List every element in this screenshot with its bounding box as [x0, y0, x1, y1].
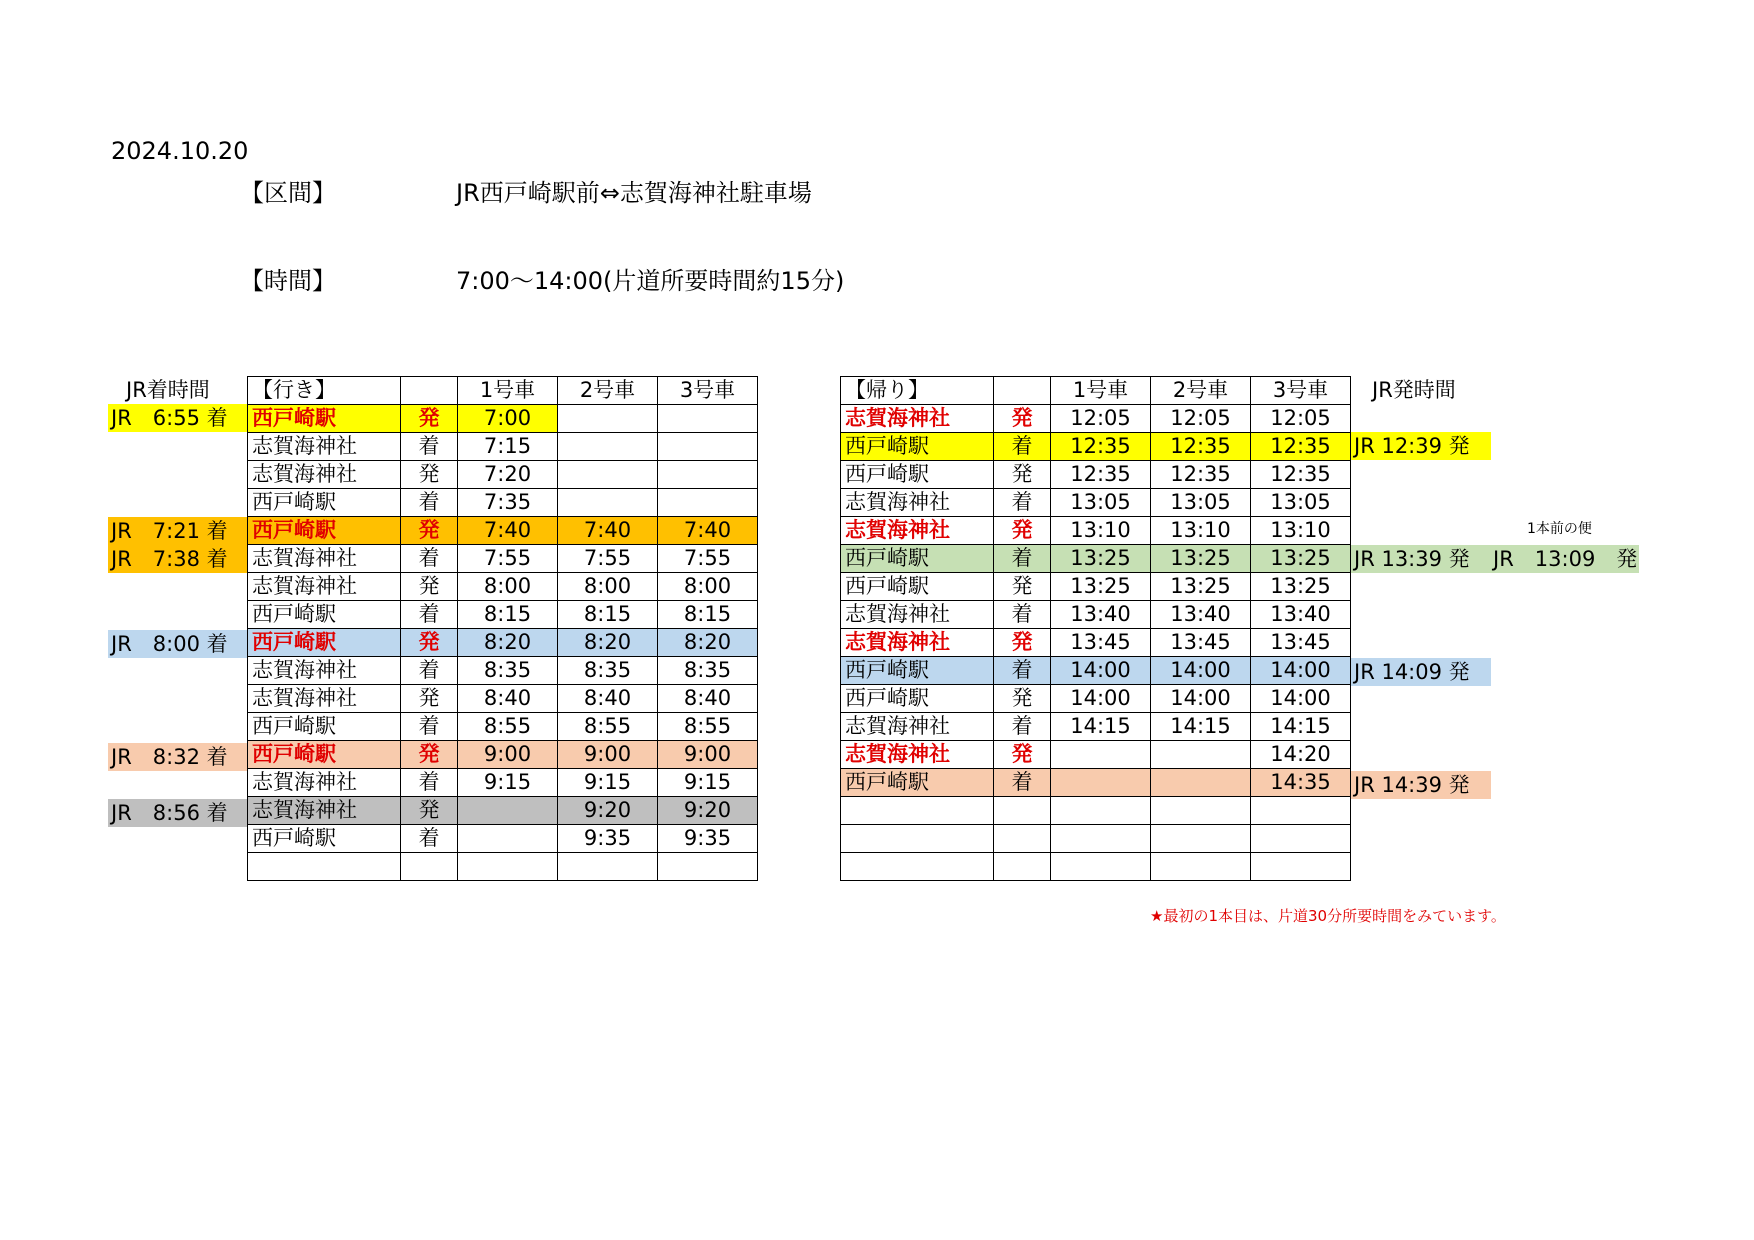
direction-cell: 着 [994, 489, 1051, 517]
car3-time-cell: 14:15 [1251, 713, 1351, 741]
station-cell: 西戸崎駅 [841, 461, 994, 489]
car3-time-cell [658, 433, 758, 461]
table-row [841, 461, 1351, 489]
direction-cell: 発 [401, 517, 458, 545]
car2-time-cell: 12:35 [1151, 433, 1251, 461]
car3-time-cell [1251, 853, 1351, 881]
table-row [248, 825, 758, 853]
direction-cell [994, 797, 1051, 825]
car1-time-cell: 13:25 [1051, 573, 1151, 601]
car2-time-cell: 13:25 [1151, 573, 1251, 601]
car1-time-cell: 13:25 [1051, 545, 1151, 573]
car2-time-cell [558, 853, 658, 881]
car3-time-cell [658, 853, 758, 881]
car1-time-cell: 12:05 [1051, 405, 1151, 433]
jr-departure-label: JR 13:39 発 [1351, 545, 1491, 573]
inbound-car3-header: 3号車 [1251, 377, 1351, 405]
table-row [248, 517, 758, 545]
car1-time-cell: 7:15 [458, 433, 558, 461]
station-cell: 西戸崎駅 [248, 825, 401, 853]
jr-arrival-label: JR 8:00 着 [108, 630, 247, 658]
car1-time-cell: 14:15 [1051, 713, 1151, 741]
direction-cell: 着 [994, 433, 1051, 461]
table-row [248, 769, 758, 797]
table-row [248, 573, 758, 601]
station-cell: 志賀海神社 [248, 433, 401, 461]
direction-cell: 発 [994, 685, 1051, 713]
car1-time-cell: 13:40 [1051, 601, 1151, 629]
car1-time-cell: 8:55 [458, 713, 558, 741]
car2-time-cell: 12:35 [1151, 461, 1251, 489]
car1-time-cell [458, 825, 558, 853]
table-row [248, 853, 758, 881]
section-label: 【区間】 [240, 179, 336, 207]
direction-cell: 発 [401, 685, 458, 713]
table-row [248, 713, 758, 741]
station-cell: 志賀海神社 [841, 741, 994, 769]
table-row [841, 601, 1351, 629]
car3-time-cell [1251, 825, 1351, 853]
table-row [841, 657, 1351, 685]
table-row [841, 405, 1351, 433]
direction-cell: 発 [994, 741, 1051, 769]
table-row [841, 825, 1351, 853]
car1-time-cell [458, 853, 558, 881]
car3-time-cell: 13:25 [1251, 545, 1351, 573]
car2-time-cell: 13:40 [1151, 601, 1251, 629]
direction-cell: 発 [994, 405, 1051, 433]
car3-time-cell: 8:55 [658, 713, 758, 741]
direction-cell: 着 [401, 601, 458, 629]
outbound-timetable [247, 376, 758, 881]
car3-time-cell: 8:35 [658, 657, 758, 685]
outbound-title: 【行き】 [248, 377, 401, 405]
section-value: JR西戸崎駅前⇔志賀海神社駐車場 [456, 179, 812, 207]
table-row [841, 797, 1351, 825]
car3-time-cell: 14:00 [1251, 685, 1351, 713]
table-row [248, 489, 758, 517]
station-cell [248, 853, 401, 881]
car3-time-cell: 14:00 [1251, 657, 1351, 685]
footnote: ★最初の1本目は、片道30分所要時間をみています。 [1150, 907, 1506, 925]
inbound-title: 【帰り】 [841, 377, 994, 405]
station-cell: 西戸崎駅 [248, 713, 401, 741]
jr-departure-label: JR 14:09 発 [1351, 658, 1491, 686]
table-row [248, 601, 758, 629]
direction-cell: 着 [994, 713, 1051, 741]
station-cell [841, 825, 994, 853]
jr-departure-label: JR 14:39 発 [1351, 771, 1491, 799]
table-row [248, 685, 758, 713]
jr-arrival-label: JR 7:38 着 [108, 545, 247, 573]
direction-cell: 発 [401, 797, 458, 825]
car1-time-cell: 7:55 [458, 545, 558, 573]
table-row [248, 741, 758, 769]
car3-time-cell: 14:20 [1251, 741, 1351, 769]
car1-time-cell [1051, 825, 1151, 853]
direction-cell: 着 [401, 433, 458, 461]
jr-arrival-label: JR 8:56 着 [108, 799, 247, 827]
table-row [841, 573, 1351, 601]
direction-cell: 着 [994, 601, 1051, 629]
table-row [248, 629, 758, 657]
station-cell: 志賀海神社 [248, 797, 401, 825]
car1-time-cell: 13:45 [1051, 629, 1151, 657]
car3-time-cell [1251, 797, 1351, 825]
table-row [841, 741, 1351, 769]
station-cell: 志賀海神社 [841, 629, 994, 657]
station-cell: 志賀海神社 [841, 405, 994, 433]
station-cell [841, 853, 994, 881]
station-cell: 西戸崎駅 [841, 685, 994, 713]
car2-time-cell [1151, 741, 1251, 769]
car2-time-cell [1151, 853, 1251, 881]
car2-time-cell: 9:00 [558, 741, 658, 769]
car2-time-cell: 14:15 [1151, 713, 1251, 741]
table-row [248, 405, 758, 433]
direction-cell: 着 [401, 545, 458, 573]
car3-time-cell: 13:25 [1251, 573, 1351, 601]
car3-time-cell: 8:20 [658, 629, 758, 657]
direction-cell: 発 [401, 405, 458, 433]
direction-cell: 発 [994, 573, 1051, 601]
car3-time-cell: 7:40 [658, 517, 758, 545]
direction-cell: 着 [401, 769, 458, 797]
car3-time-cell: 14:35 [1251, 769, 1351, 797]
car2-time-cell: 14:00 [1151, 657, 1251, 685]
station-cell: 志賀海神社 [248, 769, 401, 797]
table-row [841, 853, 1351, 881]
car1-time-cell: 8:00 [458, 573, 558, 601]
car2-time-cell: 8:00 [558, 573, 658, 601]
station-cell: 西戸崎駅 [248, 601, 401, 629]
car2-time-cell [1151, 797, 1251, 825]
jr-departure-label: JR 12:39 発 [1351, 432, 1491, 460]
station-cell: 志賀海神社 [248, 573, 401, 601]
car2-time-cell [558, 433, 658, 461]
station-cell: 志賀海神社 [841, 713, 994, 741]
car2-time-cell: 7:40 [558, 517, 658, 545]
car1-time-cell [1051, 741, 1151, 769]
direction-cell: 着 [401, 657, 458, 685]
time-label: 【時間】 [240, 267, 336, 295]
station-cell: 西戸崎駅 [841, 545, 994, 573]
outbound-header-row [248, 377, 758, 405]
direction-cell: 発 [401, 629, 458, 657]
direction-cell: 着 [401, 713, 458, 741]
table-row [248, 545, 758, 573]
station-cell: 西戸崎駅 [841, 433, 994, 461]
car1-time-cell: 7:20 [458, 461, 558, 489]
outbound-car3-header: 3号車 [658, 377, 758, 405]
car2-time-cell: 8:40 [558, 685, 658, 713]
table-row [248, 461, 758, 489]
car3-time-cell [658, 489, 758, 517]
car3-time-cell: 12:05 [1251, 405, 1351, 433]
car3-time-cell: 8:00 [658, 573, 758, 601]
car2-time-cell: 9:35 [558, 825, 658, 853]
inbound-car1-header: 1号車 [1051, 377, 1151, 405]
car3-time-cell: 8:40 [658, 685, 758, 713]
car2-time-cell: 13:05 [1151, 489, 1251, 517]
car3-time-cell: 7:55 [658, 545, 758, 573]
car3-time-cell: 12:35 [1251, 433, 1351, 461]
car2-time-cell: 9:20 [558, 797, 658, 825]
car3-time-cell: 13:10 [1251, 517, 1351, 545]
table-row [841, 629, 1351, 657]
car2-time-cell: 7:55 [558, 545, 658, 573]
car1-time-cell: 13:05 [1051, 489, 1151, 517]
car2-time-cell: 8:55 [558, 713, 658, 741]
station-cell: 西戸崎駅 [841, 657, 994, 685]
station-cell: 西戸崎駅 [248, 629, 401, 657]
time-value: 7:00～14:00(片道所要時間約15分) [456, 267, 845, 295]
station-cell: 志賀海神社 [841, 489, 994, 517]
car2-time-cell: 12:05 [1151, 405, 1251, 433]
inbound-jr-header: JR発時間 [1372, 378, 1456, 402]
direction-cell: 発 [994, 517, 1051, 545]
car2-time-cell: 14:00 [1151, 685, 1251, 713]
car3-time-cell: 9:15 [658, 769, 758, 797]
outbound-car1-header: 1号車 [458, 377, 558, 405]
table-row [841, 517, 1351, 545]
station-cell: 志賀海神社 [248, 685, 401, 713]
car1-time-cell: 14:00 [1051, 657, 1151, 685]
car1-time-cell [1051, 797, 1151, 825]
car1-time-cell: 7:00 [458, 405, 558, 433]
car3-time-cell [658, 461, 758, 489]
direction-cell [401, 853, 458, 881]
car3-time-cell: 12:35 [1251, 461, 1351, 489]
car1-time-cell [458, 797, 558, 825]
direction-cell: 着 [994, 769, 1051, 797]
station-cell: 志賀海神社 [841, 601, 994, 629]
car2-time-cell [558, 461, 658, 489]
station-cell: 西戸崎駅 [248, 489, 401, 517]
station-cell: 西戸崎駅 [841, 769, 994, 797]
table-row [248, 797, 758, 825]
station-cell [841, 797, 994, 825]
inbound-car2-header: 2号車 [1151, 377, 1251, 405]
station-cell: 西戸崎駅 [248, 517, 401, 545]
station-cell: 志賀海神社 [248, 657, 401, 685]
station-cell: 志賀海神社 [248, 545, 401, 573]
table-row [841, 433, 1351, 461]
jr-arrival-label: JR 6:55 着 [108, 404, 247, 432]
jr-arrival-label: JR 8:32 着 [108, 743, 247, 771]
table-row [841, 713, 1351, 741]
car2-time-cell: 8:20 [558, 629, 658, 657]
car1-time-cell: 13:10 [1051, 517, 1151, 545]
table-row [248, 433, 758, 461]
car3-time-cell: 13:40 [1251, 601, 1351, 629]
car1-time-cell: 8:20 [458, 629, 558, 657]
car1-time-cell: 12:35 [1051, 433, 1151, 461]
car1-time-cell: 7:35 [458, 489, 558, 517]
car3-time-cell: 9:35 [658, 825, 758, 853]
direction-cell: 着 [994, 657, 1051, 685]
car1-time-cell: 14:00 [1051, 685, 1151, 713]
direction-cell: 発 [401, 741, 458, 769]
direction-cell: 発 [401, 573, 458, 601]
car1-time-cell: 7:40 [458, 517, 558, 545]
car3-time-cell: 8:15 [658, 601, 758, 629]
table-row [841, 769, 1351, 797]
document-date: 2024.10.20 [111, 137, 249, 165]
table-row [841, 545, 1351, 573]
car3-time-cell: 13:05 [1251, 489, 1351, 517]
station-cell: 西戸崎駅 [841, 573, 994, 601]
car1-time-cell: 8:15 [458, 601, 558, 629]
inbound-timetable [840, 376, 1351, 881]
car2-time-cell [1151, 825, 1251, 853]
outbound-jr-header: JR着時間 [126, 378, 210, 402]
direction-cell [994, 825, 1051, 853]
table-row [841, 685, 1351, 713]
car2-time-cell [1151, 769, 1251, 797]
car3-time-cell: 9:00 [658, 741, 758, 769]
car1-time-cell: 8:40 [458, 685, 558, 713]
direction-cell: 着 [401, 825, 458, 853]
car2-time-cell [558, 405, 658, 433]
direction-cell: 着 [401, 489, 458, 517]
table-row [248, 657, 758, 685]
direction-cell: 発 [994, 629, 1051, 657]
car1-time-cell [1051, 769, 1151, 797]
previous-jr-departure-label: JR 13:09 発 [1493, 547, 1638, 572]
station-cell: 志賀海神社 [248, 461, 401, 489]
car2-time-cell: 9:15 [558, 769, 658, 797]
station-cell: 志賀海神社 [841, 517, 994, 545]
station-cell: 西戸崎駅 [248, 741, 401, 769]
car3-time-cell: 9:20 [658, 797, 758, 825]
car2-time-cell [558, 489, 658, 517]
car2-time-cell: 13:10 [1151, 517, 1251, 545]
car2-time-cell: 13:45 [1151, 629, 1251, 657]
car2-time-cell: 13:25 [1151, 545, 1251, 573]
car1-time-cell: 9:15 [458, 769, 558, 797]
previous-service-note: 1本前の便 [1527, 521, 1592, 537]
car3-time-cell [658, 405, 758, 433]
direction-cell [994, 853, 1051, 881]
direction-cell: 発 [994, 461, 1051, 489]
inbound-header-row [841, 377, 1351, 405]
outbound-car2-header: 2号車 [558, 377, 658, 405]
car1-time-cell: 9:00 [458, 741, 558, 769]
car1-time-cell: 8:35 [458, 657, 558, 685]
car3-time-cell: 13:45 [1251, 629, 1351, 657]
station-cell: 西戸崎駅 [248, 405, 401, 433]
jr-arrival-label: JR 7:21 着 [108, 517, 247, 545]
table-row [841, 489, 1351, 517]
car2-time-cell: 8:15 [558, 601, 658, 629]
direction-cell: 発 [401, 461, 458, 489]
car2-time-cell: 8:35 [558, 657, 658, 685]
direction-cell: 着 [994, 545, 1051, 573]
car1-time-cell [1051, 853, 1151, 881]
car1-time-cell: 12:35 [1051, 461, 1151, 489]
